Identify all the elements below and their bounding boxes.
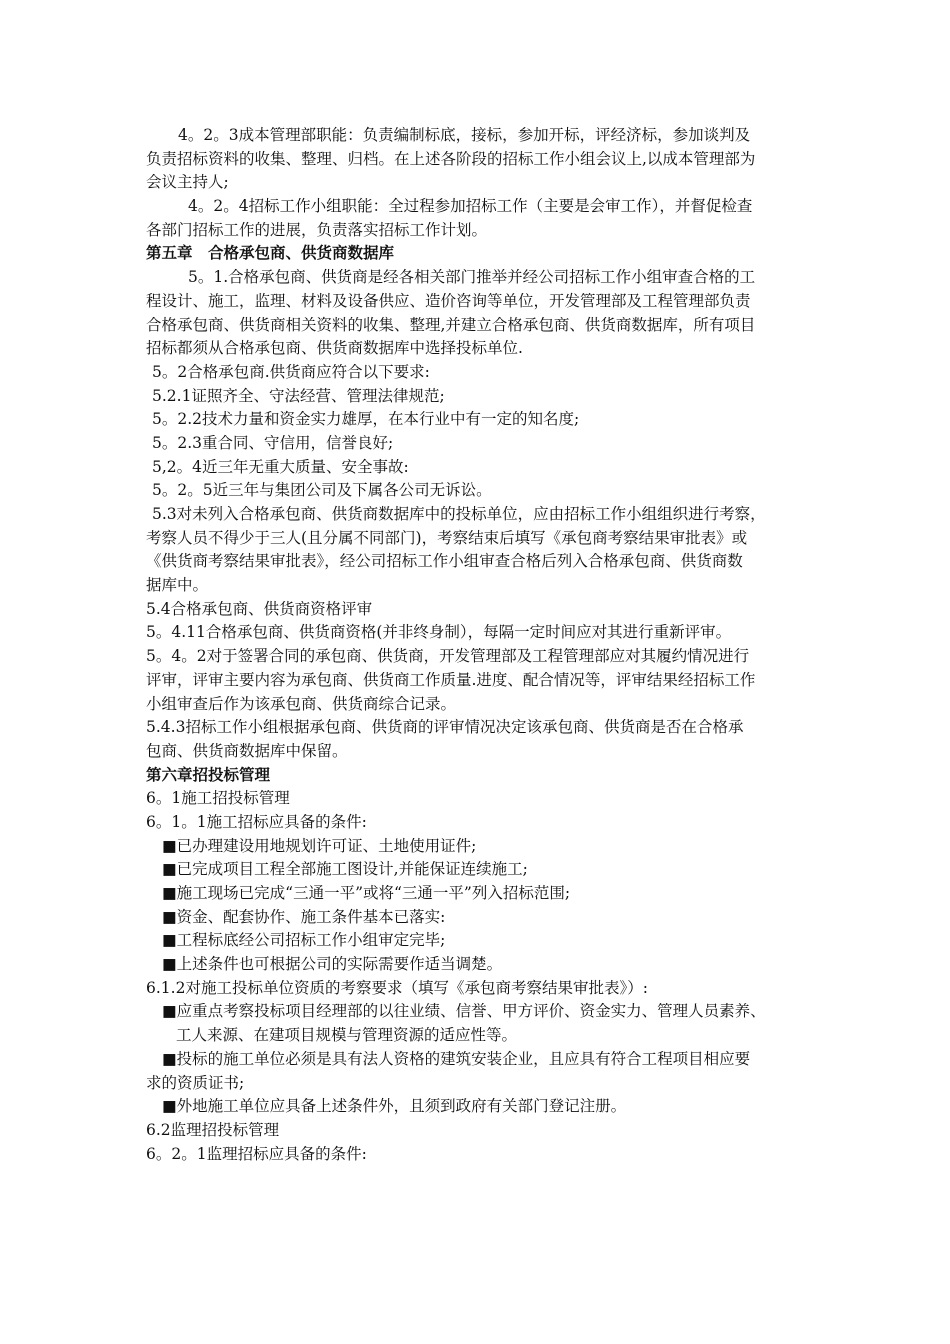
text-line: ■投标的施工单位必须是具有法人资格的建筑安装企业，且应具有符合工程项目相应要: [162, 1049, 751, 1068]
text-line: 4。2。3成本管理部职能：负责编制标底，接标，参加开标，评经济标，参加谈判及: [178, 126, 751, 144]
text-line: 各部门招标工作的进展，负责落实招标工作计划。: [146, 220, 488, 239]
text-line: ■已完成项目工程全部施工图设计,并能保证连续施工;: [162, 860, 528, 879]
text-line: ■施工现场已完成“三通一平”或将“三通一平”列入招标范围;: [162, 884, 571, 902]
text-line: 5。2.2技术力量和资金实力雄厚，在本行业中有一定的知名度;: [152, 410, 580, 429]
text-line: ■外地施工单位应具备上述条件外，且须到政府有关部门登记注册。: [162, 1097, 627, 1116]
text-line: 小组审查后作为该承包商、供货商综合记录。: [146, 694, 457, 713]
text-line: 评审，评审主要内容为承包商、供货商工作质量.进度、配合情况等，评审结果经招标工作: [146, 670, 756, 689]
text-line: 5。2.3重合同、守信用，信誉良好;: [152, 433, 394, 452]
text-line: 5,2。4近三年无重大质量、安全事故:: [152, 457, 409, 476]
document-body: [146, 124, 816, 1166]
text-line: 6。1。1施工招标应具备的条件:: [146, 812, 367, 831]
text-line: 4。2。4招标工作小组职能：全过程参加招标工作（主要是会审工作），并督促检查: [188, 197, 753, 216]
text-line: 6.2监理招投标管理: [146, 1120, 280, 1139]
text-line: 工人来源、在建项目规模与管理资源的适应性等。: [176, 1026, 518, 1045]
text-line: 《供货商考察结果审批表》，经公司招标工作小组审查合格后列入合格承包商、供货商数: [146, 552, 743, 571]
text-line: 考察人员不得少于三人(且分属不同部门)，考察结束后填写《承包商考察结果审批表》或: [146, 528, 748, 547]
text-line: ■资金、配套协作、施工条件基本已落实:: [162, 907, 446, 926]
text-line: 5.4.3招标工作小组根据承包商、供货商的评审情况决定该承包商、供货商是否在合格承: [146, 718, 744, 737]
text-line: 负责招标资料的收集、整理、归档。在上述各阶段的招标工作小组会议上,以成本管理部为: [146, 149, 756, 168]
text-line: 5。1.合格承包商、供货商是经各相关部门推举并经公司招标工作小组审查合格的工: [188, 268, 756, 287]
text-line: 合格承包商、供货商相关资料的收集、整理,并建立合格承包商、供货商数据库，所有项目: [146, 315, 756, 334]
text-line: 5。2合格承包商.供货商应符合以下要求:: [152, 362, 430, 381]
text-line: 招标都须从合格承包商、供货商数据库中选择投标单位.: [146, 339, 523, 358]
text-line: 会议主持人;: [146, 173, 229, 192]
chapter-heading: 第五章 合格承包商、供货商数据库: [146, 244, 395, 263]
text-line: 求的资质证书;: [146, 1073, 245, 1092]
text-line: 5。4.11合格承包商、供货商资格(并非终身制），每隔一定时间应对其进行重新评审。: [146, 623, 732, 642]
text-line: ■应重点考察投标项目经理部的以往业绩、信誉、甲方评价、资金实力、管理人员素养、: [162, 1002, 766, 1021]
text-line: 6。1施工招投标管理: [146, 789, 290, 808]
text-line: 据库中。: [146, 576, 209, 595]
text-line: 5。4。2对于签署合同的承包商、供货商，开发管理部及工程管理部应对其履约情况进行: [146, 647, 750, 666]
text-line: 程设计、施工，监理、材料及设备供应、造价咨询等单位，开发管理部及工程管理部负责: [146, 291, 751, 310]
text-line: 6。2。1监理招标应具备的条件:: [146, 1144, 367, 1163]
text-line: 5.4合格承包商、供货商资格评审: [146, 599, 373, 618]
text-line: 6.1.2对施工投标单位资质的考察要求（填写《承包商考察结果审批表》）:: [146, 978, 648, 997]
text-line: 包商、供货商数据库中保留。: [146, 741, 348, 760]
text-line: ■工程标底经公司招标工作小组审定完毕;: [162, 931, 446, 950]
text-line: 5.2.1证照齐全、守法经营、管理法律规范;: [152, 386, 445, 405]
text-line: ■上述条件也可根据公司的实际需要作适当调楚。: [162, 955, 503, 974]
text-line: ■已办理建设用地规划许可证、土地使用证件;: [162, 836, 477, 855]
text-line: 5。2。5近三年与集团公司及下属各公司无诉讼。: [152, 481, 492, 500]
chapter-heading: 第六章招投标管理: [146, 765, 271, 784]
text-line: 5.3对未列入合格承包商、供货商数据库中的投标单位，应由招标工作小组组织进行考察，: [152, 505, 766, 523]
